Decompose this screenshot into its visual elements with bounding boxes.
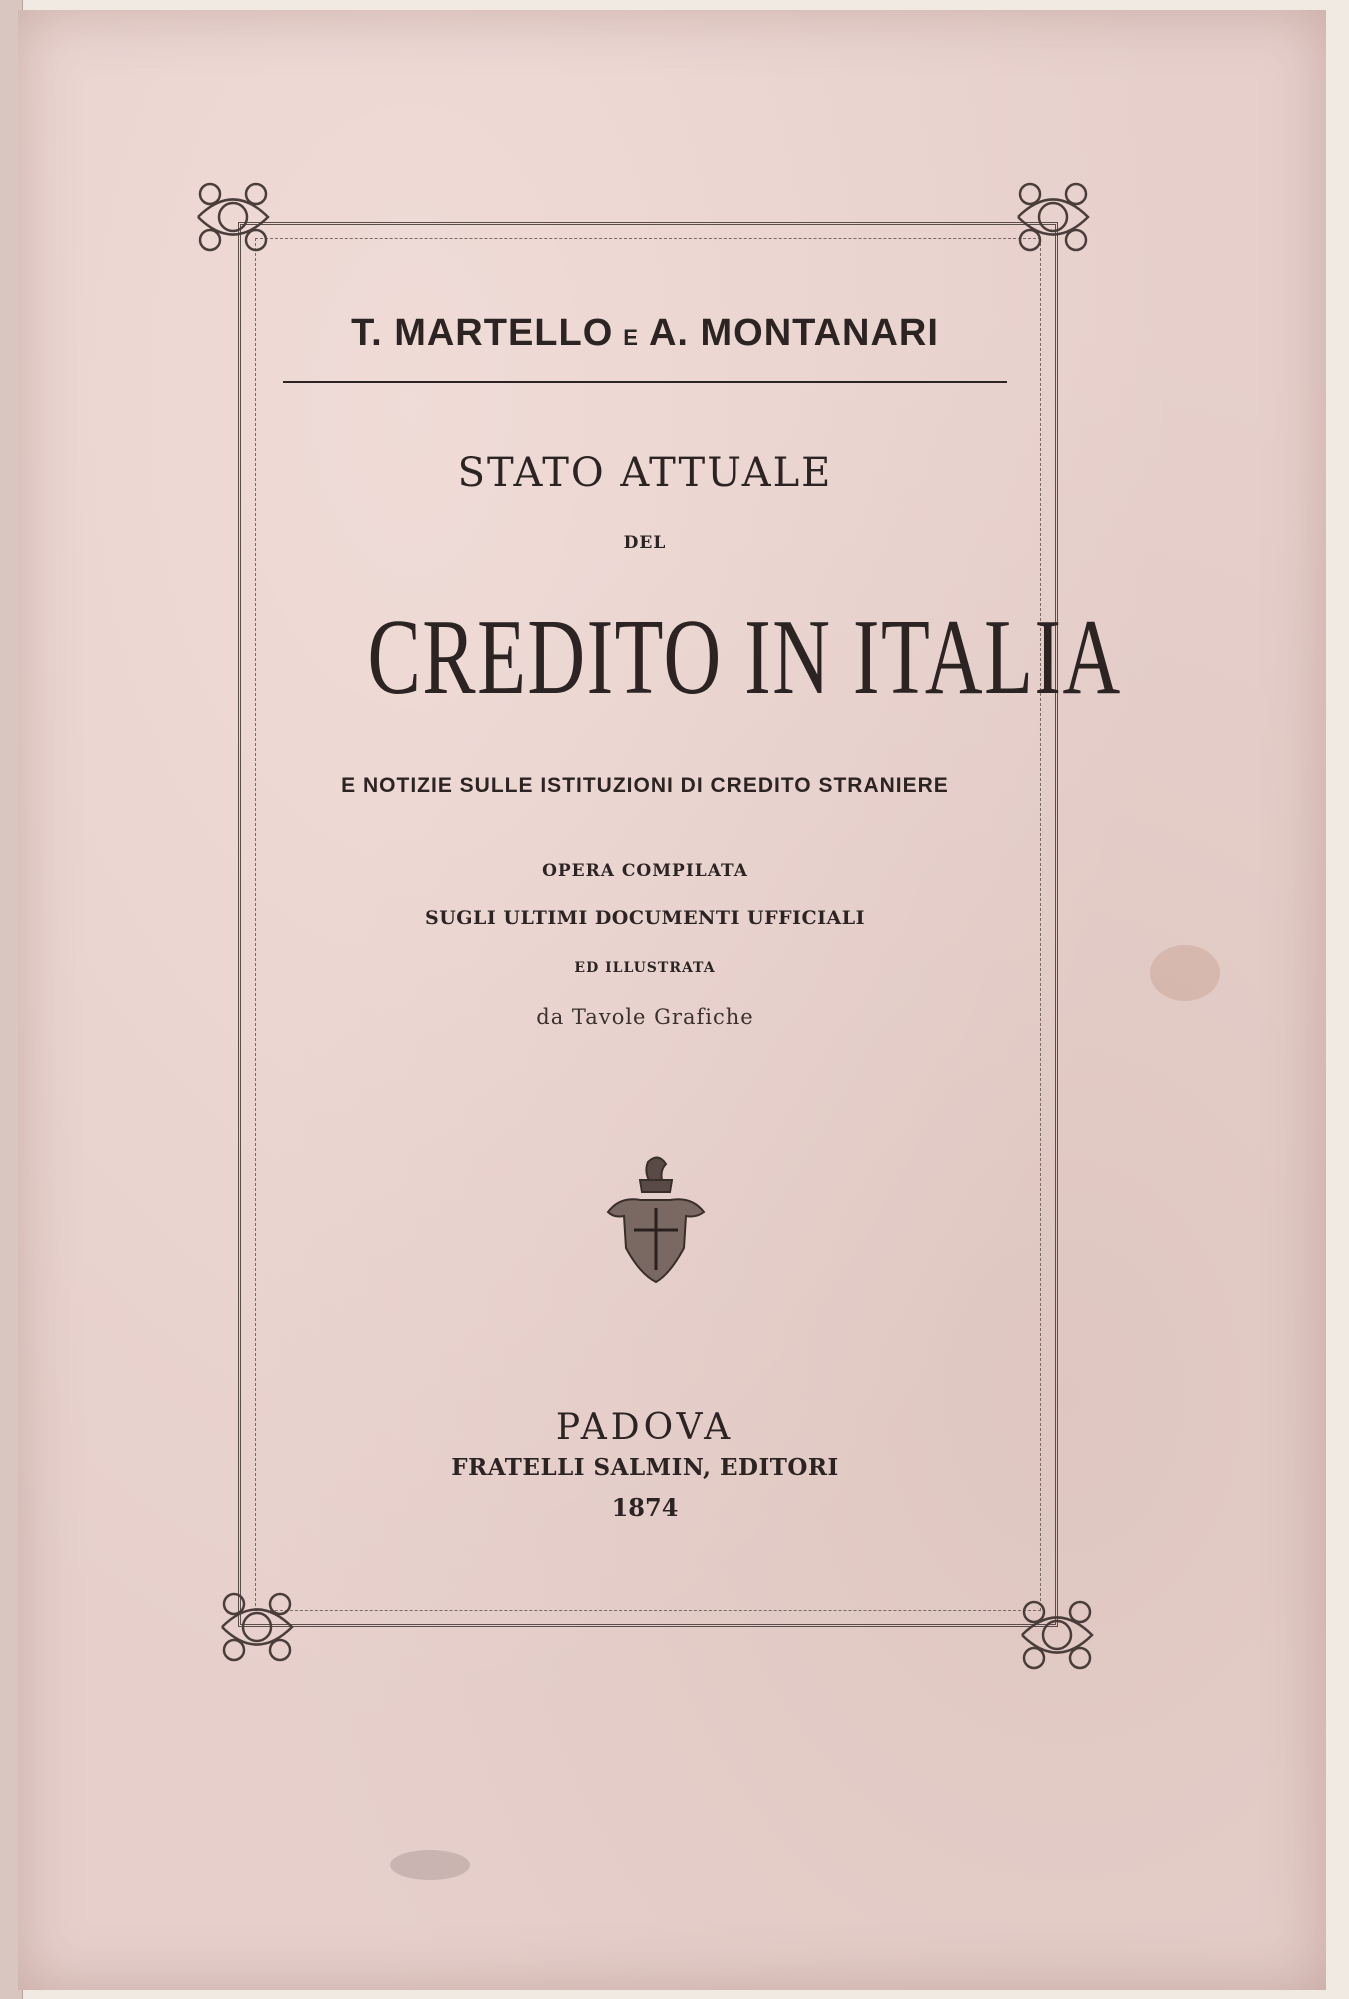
- ornament-corner-icon: [188, 172, 278, 262]
- paper-stain: [1150, 945, 1220, 1001]
- description-line-1: OPERA COMPILATA: [542, 861, 748, 881]
- book-subtitle: E NOTIZIE SULLE ISTITUZIONI DI CREDITO STRANIERE: [341, 774, 949, 797]
- book-title: CREDITO IN ITALIA: [367, 598, 1122, 717]
- title-prefix: STATO ATTUALE: [457, 450, 833, 496]
- publication-city: PADOVA: [555, 1407, 735, 1448]
- heraldic-emblem-icon: [600, 1152, 710, 1284]
- author-martello: T. MARTELLO: [351, 312, 614, 354]
- description-line-4: da Tavole Grafiche: [536, 1005, 754, 1029]
- title-rule: [283, 381, 1007, 383]
- title-connector: DEL: [623, 533, 667, 553]
- authors-conjunction: E: [623, 325, 639, 350]
- publication-year: 1874: [611, 1493, 679, 1522]
- ornament-corner-icon: [212, 1582, 302, 1672]
- description-line-2: SUGLI ULTIMI DOCUMENTI UFFICIALI: [425, 907, 865, 929]
- description-line-3: ED ILLUSTRATA: [574, 960, 716, 976]
- paper-stain: [390, 1850, 470, 1880]
- authors: [280, 312, 1010, 355]
- ornament-corner-icon: [1008, 172, 1098, 262]
- author-montanari: A. MONTANARI: [648, 312, 939, 354]
- publisher: FRATELLI SALMIN, EDITORI: [451, 1454, 839, 1481]
- ornament-corner-icon: [1012, 1590, 1102, 1680]
